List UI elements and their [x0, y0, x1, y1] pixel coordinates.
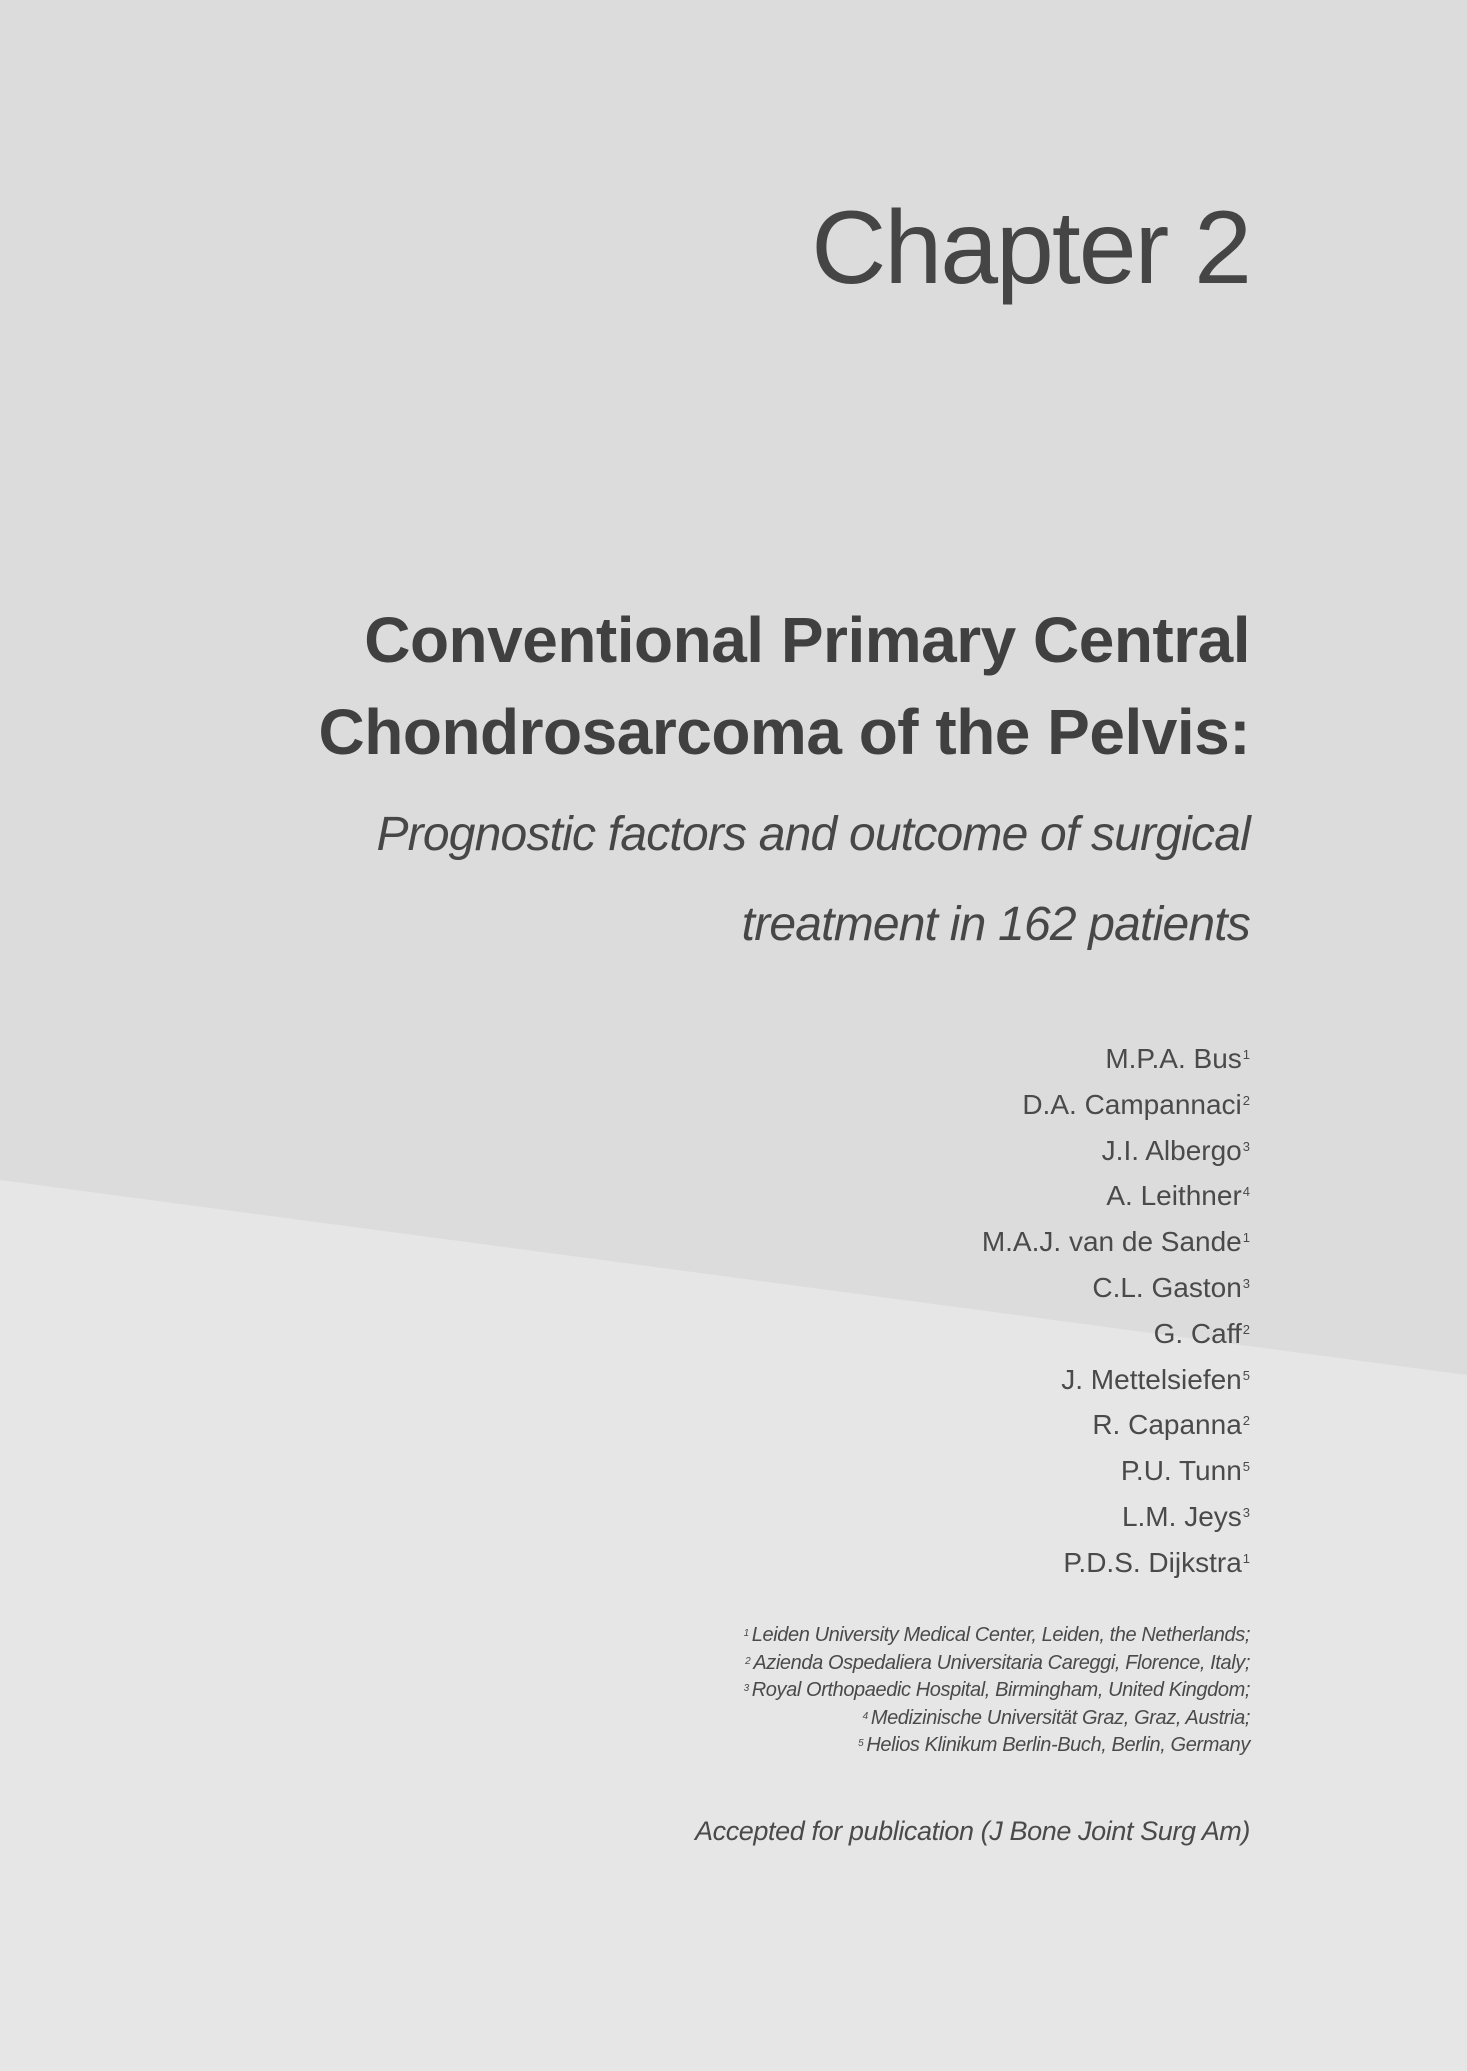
- author-affiliation-marker: 3: [1242, 1138, 1250, 1154]
- author-affiliation-marker: 2: [1242, 1092, 1250, 1108]
- author-name: C.L. Gaston: [1092, 1271, 1242, 1303]
- chapter-heading: Chapter 2: [811, 190, 1250, 306]
- affiliation-text: Leiden University Medical Center, Leiden, the Netherlands;: [751, 1624, 1250, 1646]
- affiliation-number: 5: [858, 1738, 864, 1749]
- author-name: L.M. Jeys: [1121, 1500, 1242, 1532]
- paper-subtitle: [376, 790, 1250, 970]
- author-affiliation-marker: 1: [1242, 1047, 1250, 1062]
- author: [982, 1494, 1250, 1540]
- paper-title: [319, 594, 1250, 778]
- author: [982, 1036, 1250, 1082]
- paper-subtitle-line: treatment in 162 patients: [741, 898, 1250, 951]
- author-affiliation-marker: 5: [1242, 1459, 1250, 1475]
- author-affiliation-marker: 1: [1242, 1550, 1250, 1566]
- author: [982, 1540, 1250, 1586]
- author-name: P.D.S. Dijkstra: [1063, 1546, 1242, 1578]
- author-name: G. Caff: [1153, 1317, 1242, 1349]
- author-name: M.A.J. van de Sande: [981, 1226, 1242, 1258]
- author: [982, 1402, 1250, 1448]
- author: [982, 1311, 1250, 1357]
- paper-title-line: Conventional Primary Central: [364, 604, 1250, 676]
- author-affiliation-marker: 5: [1242, 1367, 1250, 1383]
- author-name: P.U. Tunn: [1120, 1455, 1242, 1487]
- author-affiliation-marker: 3: [1242, 1275, 1250, 1291]
- author: [982, 1128, 1250, 1174]
- affiliation-text: Azienda Ospedaliera Universitaria Careggi, Florence, Italy;: [753, 1651, 1250, 1674]
- affiliation-list: [744, 1622, 1250, 1760]
- author-affiliation-marker: 4: [1242, 1184, 1250, 1200]
- publication-status: Accepted for publication (J Bone Joint Surg Am): [695, 1816, 1250, 1846]
- affiliation: [744, 1732, 1250, 1760]
- affiliation-number: 1: [743, 1628, 749, 1639]
- author-affiliation-marker: 2: [1242, 1321, 1250, 1337]
- author: [982, 1082, 1250, 1128]
- affiliation-text: Royal Orthopaedic Hospital, Birmingham, United Kingdom;: [751, 1679, 1250, 1701]
- affiliation-number: 3: [743, 1683, 749, 1694]
- author: [982, 1173, 1250, 1219]
- author-name: D.A. Campannaci: [1022, 1088, 1242, 1120]
- author-list: [982, 1036, 1250, 1586]
- author-name: J.I. Albergo: [1101, 1134, 1242, 1166]
- author: [982, 1265, 1250, 1311]
- affiliation-number: 2: [745, 1655, 751, 1667]
- author-name: J. Mettelsiefen: [1061, 1363, 1242, 1395]
- affiliation: [744, 1650, 1250, 1678]
- author: [982, 1357, 1250, 1403]
- author: [982, 1448, 1250, 1494]
- affiliation: [744, 1705, 1250, 1733]
- author-affiliation-marker: 2: [1242, 1413, 1250, 1429]
- affiliation-text: Helios Klinikum Berlin-Buch, Berlin, Germany: [866, 1734, 1250, 1756]
- author-name: R. Capanna: [1092, 1409, 1242, 1441]
- affiliation: [744, 1677, 1250, 1705]
- affiliation-text: Medizinische Universität Graz, Graz, Austria;: [870, 1706, 1250, 1729]
- author-affiliation-marker: 3: [1242, 1504, 1250, 1520]
- paper-title-line: Chondrosarcoma of the Pelvis:: [318, 696, 1250, 768]
- author-name: M.P.A. Bus: [1105, 1043, 1242, 1074]
- author-affiliation-marker: 1: [1242, 1230, 1250, 1246]
- author-name: A. Leithner: [1106, 1180, 1242, 1212]
- affiliation: [744, 1622, 1250, 1650]
- paper-subtitle-line: Prognostic factors and outcome of surgical: [376, 808, 1250, 861]
- affiliation-number: 4: [862, 1710, 868, 1722]
- author: [982, 1219, 1250, 1265]
